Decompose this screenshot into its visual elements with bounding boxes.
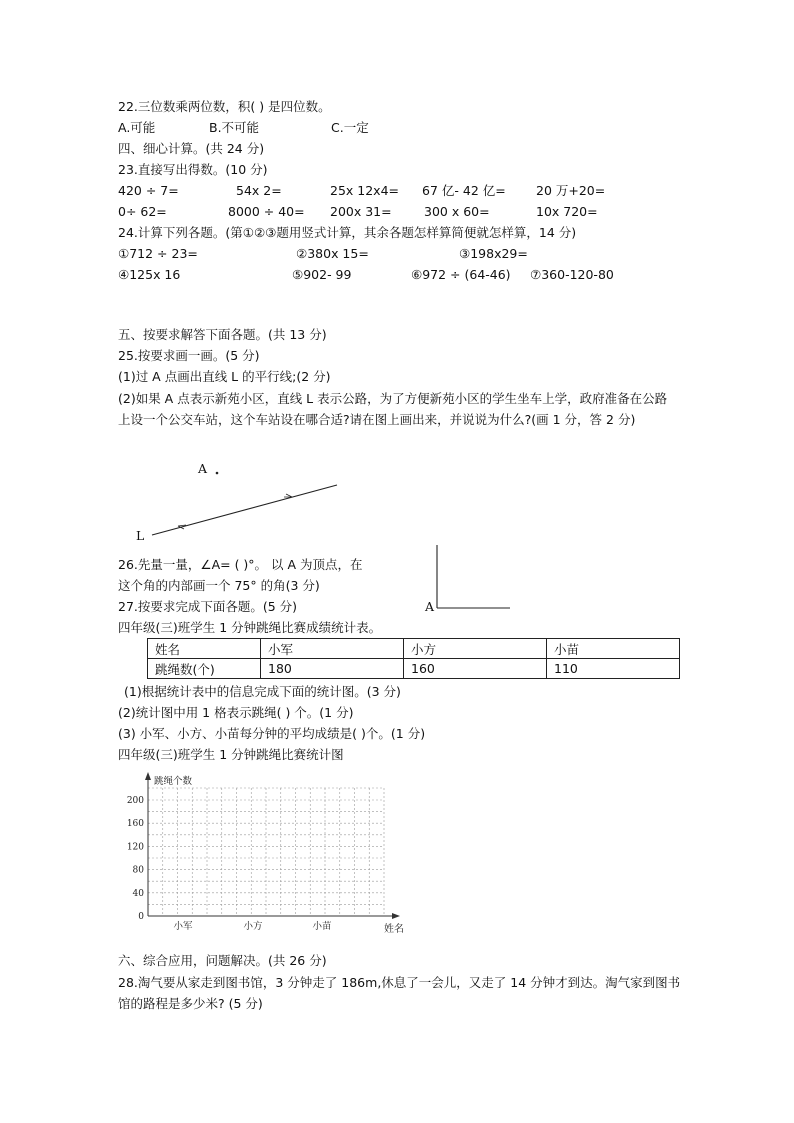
line-l-label: L [136, 528, 145, 543]
q23-item: 67 亿- 42 亿= [422, 183, 506, 198]
table-cell: 跳绳数(个) [148, 659, 261, 679]
q28-text: 28.淘气要从家走到图书馆，3 分钟走了 186m,休息了一会儿，又走了 14 分钟才到达。淘气家到图书馆的路程是多少米? (5 分) [118, 975, 681, 1011]
q23-item: 0÷ 62= [118, 204, 167, 219]
q27-sub1: (1)根据统计表中的信息完成下面的统计图。(3 分) [124, 684, 401, 699]
q24-item: ②380x 15= [296, 246, 369, 261]
x-axis-label: 姓名 [384, 924, 404, 935]
point-a-dot [216, 472, 219, 475]
q24-item: ③198x29= [459, 246, 528, 261]
table-cell: 姓名 [148, 639, 261, 659]
y-tick-label: 120 [126, 842, 144, 853]
q25-title: 25.按要求画一画。(5 分) [118, 348, 260, 363]
table-cell: 小方 [404, 639, 547, 659]
table-cell: 小军 [261, 639, 404, 659]
x-category-label: 小军 [173, 921, 193, 932]
q24-item: ⑦360-120-80 [530, 267, 614, 282]
q23-item: 8000 ÷ 40= [228, 204, 305, 219]
q27-sub2: (2)统计图中用 1 格表示跳绳( ) 个。(1 分) [118, 705, 354, 720]
y-axis-arrow [145, 772, 151, 780]
q25-part2: (2)如果 A 点表示新苑小区，直线 L 表示公路，为了方便新苑小区的学生坐车上学，政府准备在公路上设一个公交车站，这个车站设在哪合适?请在图上画出来，并说说为什么?(画 1 分，答 2 分) [118, 391, 668, 427]
line-l [152, 485, 337, 535]
table-cell: 160 [404, 659, 547, 679]
section-6-title: 六、综合应用，问题解决。(共 26 分) [118, 953, 327, 968]
x-category-label: 小方 [243, 921, 263, 932]
q23-title: 23.直接写出得数。(10 分) [118, 162, 268, 177]
q24-item: ⑤902- 99 [292, 267, 352, 282]
q22-option-a: A.可能 [118, 120, 156, 135]
y-tick-label: 0 [138, 912, 144, 922]
q24-title: 24.计算下列各题。(第①②③题用竖式计算，其余各题怎样算简便就怎样算，14 分) [118, 225, 577, 240]
q27-table-title: 四年级(三)班学生 1 分钟跳绳比赛成绩统计表。 [118, 620, 382, 635]
q23-item: 25x 12x4= [330, 183, 400, 198]
point-a-label: A [198, 461, 208, 476]
q27-sub3: (3) 小军、小方、小苗每分钟的平均成绩是( )个。(1 分) [118, 726, 426, 741]
x-axis-arrow [392, 913, 400, 919]
q23-item: 10x 720= [536, 204, 598, 219]
q23-item: 300 x 60= [424, 204, 490, 219]
q22-option-c: C.一定 [331, 120, 369, 135]
angle-vertex-label: A [425, 599, 435, 614]
q22-question: 22.三位数乘两位数，积( ) 是四位数。 [118, 99, 331, 114]
q23-item: 20 万+20= [536, 183, 606, 198]
q23-item: 54x 2= [236, 183, 282, 198]
section-5-title: 五、按要求解答下面各题。(共 13 分) [118, 327, 327, 342]
q23-item: 420 ÷ 7= [118, 183, 179, 198]
y-tick-label: 160 [126, 819, 144, 830]
line-l-arrow-mark [284, 494, 292, 497]
section-4-title: 四、细心计算。(共 24 分) [118, 141, 265, 156]
q26-line2: 这个角的内部画一个 75° 的角(3 分) [118, 578, 320, 593]
y-tick-label: 200 [126, 796, 144, 806]
q27-title: 27.按要求完成下面各题。(5 分) [118, 599, 298, 614]
table-cell: 小苗 [547, 639, 680, 659]
q25-part1: (1)过 A 点画出直线 L 的平行线;(2 分) [118, 369, 331, 384]
table-cell: 110 [547, 659, 680, 679]
q24-item: ④125x 16 [118, 267, 181, 282]
q24-item: ⑥972 ÷ (64-46) [411, 267, 511, 282]
table-cell: 180 [261, 659, 404, 679]
y-tick-label: 40 [132, 888, 144, 899]
y-axis-label: 跳绳个数 [154, 776, 193, 787]
y-tick-label: 80 [132, 865, 144, 876]
x-category-label: 小苗 [312, 921, 332, 932]
q26-line1: 26.先量一量，∠A= ( )°。 以 A 为顶点，在 [118, 557, 363, 572]
q27-chart-title: 四年级(三)班学生 1 分钟跳绳比赛统计图 [118, 747, 344, 762]
bar-chart [127, 772, 404, 935]
q22-option-b: B.不可能 [209, 120, 260, 135]
q24-item: ①712 ÷ 23= [118, 246, 198, 261]
q23-item: 200x 31= [330, 204, 392, 219]
